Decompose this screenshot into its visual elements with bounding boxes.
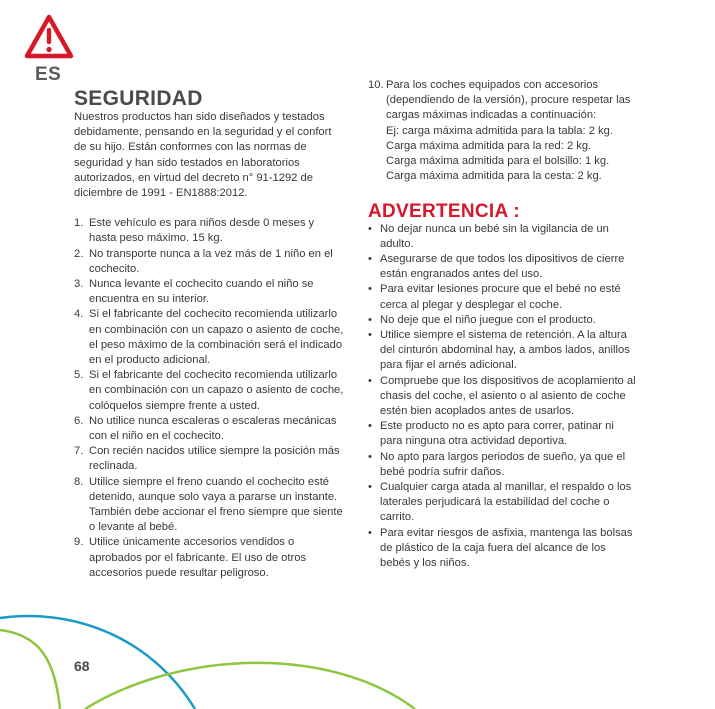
- item-number: 8.: [74, 475, 84, 488]
- item-text: Utilice siempre el freno cuando el cochecito esté detenido, aunque solo vaya a pararse un instante. También debe accionar el freno siempre que siente o levante al bebé.: [89, 475, 343, 534]
- warning-item: [368, 282, 638, 312]
- warning-text: Cualquier carga atada al manillar, el respaldo o los laterales perjudicará la estabilidad del coche o carrito.: [380, 481, 632, 524]
- item-text: Si el fabricante del cochecito recomienda utilizarlo en combinación con un capazo o asiento de coche, colóquelos siempre frente a usted.: [89, 369, 344, 412]
- warning-text: Para evitar riesgos de asfixia, mantenga las bolsas de plástico de la caja fuera del alcance de los bebés y los niños.: [380, 526, 633, 570]
- item-10-line: Para los coches equipados con accesorios (dependiendo de la versión), procure respetar las cargas máximas indicadas a continuación:: [386, 79, 631, 122]
- item-number: 7.: [74, 445, 84, 458]
- item-number: 1.: [74, 217, 84, 230]
- list-item: [74, 368, 344, 414]
- item-number: 4.: [74, 308, 84, 321]
- list-item: [74, 414, 344, 444]
- warning-item: [368, 374, 638, 420]
- page-title: SEGURIDAD: [74, 87, 203, 110]
- bullet-icon: •: [368, 526, 372, 539]
- item-text: No transporte nunca a la vez más de 1 niño en el cochecito.: [89, 247, 333, 275]
- item-number: 2.: [74, 247, 84, 260]
- green-curve-right: [85, 663, 415, 709]
- item-number: 6.: [74, 414, 84, 427]
- green-curve: [0, 630, 60, 709]
- warning-item: [368, 450, 638, 480]
- list-item: [74, 444, 344, 474]
- item-number: 10.: [368, 79, 384, 91]
- item-text: Nunca levante el cochecito cuando el niño se encuentra en su interior.: [89, 278, 314, 306]
- page-number: 68: [74, 658, 90, 674]
- bullet-icon: •: [368, 374, 372, 387]
- item-text: Con recién nacidos utilice siempre la posición más reclinada.: [89, 445, 340, 473]
- warning-item: [368, 313, 638, 328]
- left-column: [74, 110, 344, 581]
- item-10-line: Ej: carga máxima admitida para la tabla: 2 kg.: [386, 124, 613, 137]
- item-10-line: Carga máxima admitida para el bolsillo: 1 kg.: [386, 155, 610, 168]
- language-code: ES: [35, 64, 62, 85]
- item-text: No utilice nunca escaleras o escaleras mecánicas con el niño en el cochecito.: [89, 414, 337, 443]
- warning-text: Utilice siempre el sistema de retención. A la altura del cinturón abdominal hay, a ambos lados, anillos para fijar el arnés adicional.: [380, 329, 630, 372]
- blue-curve: [0, 616, 195, 709]
- warning-text: Compruebe que los dispositivos de acoplamiento al chasis del coche, el asiento o al asiento de coche estén bien acoplados antes de usarlos.: [380, 374, 636, 418]
- bullet-icon: •: [368, 329, 372, 342]
- warning-text: Este producto no es apto para correr, patinar ni para ninguna otra actividad deportiva.: [380, 420, 614, 448]
- warning-heading: ADVERTENCIA :: [368, 201, 521, 223]
- item-text: Utilice únicamente accesorios vendidos o aprobados por el fabricante. El uso de otros accesorios puede resultar peligroso.: [89, 536, 307, 579]
- bullet-icon: •: [368, 283, 372, 296]
- item-number: 5.: [74, 369, 84, 382]
- warning-item: [368, 252, 638, 282]
- bullet-icon: •: [368, 481, 372, 494]
- warning-item: [368, 328, 638, 374]
- warning-item: [368, 222, 638, 252]
- intro-paragraph: Nuestros productos han sido diseñados y testados debidamente, pensando en la seguridad y el confort de su hijo. Están conformes con las normas de seguridad y han sido testados en laboratorios autorizados, en virtud del decreto n° 91-1292 de diciembre de 1991 - EN1888:2012.: [74, 111, 332, 200]
- bullet-icon: •: [368, 450, 372, 463]
- item-number: 9.: [74, 536, 84, 549]
- warning-text: Asegurarse de que todos los dipositivos de cierre están engranados antes del uso.: [380, 253, 625, 281]
- item-10-line: Carga máxima admitida para la cesta: 2 kg.: [386, 170, 602, 183]
- item-text: Si el fabricante del cochecito recomienda utilizarlo en combinación con un capazo o asiento de coche, el peso máximo de la combinación será el indicado en el producto adicional.: [89, 308, 344, 367]
- list-item: [74, 307, 344, 368]
- list-item: [74, 247, 344, 277]
- warning-list: [368, 222, 638, 572]
- decorative-curves: [0, 590, 715, 709]
- right-column: [368, 78, 638, 571]
- item-text: Este vehículo es para niños desde 0 meses y hasta peso máximo. 15 kg.: [89, 217, 315, 245]
- warning-item: [368, 480, 638, 526]
- warning-text: No dejar nunca un bebé sin la vigilancia de un adulto.: [380, 222, 609, 250]
- warning-item: [368, 419, 638, 449]
- list-item: [74, 216, 344, 246]
- list-item: [74, 277, 344, 307]
- list-item: [74, 535, 344, 581]
- warning-text: No deje que el niño juegue con el producto.: [380, 313, 596, 326]
- list-item-10: [368, 78, 638, 184]
- warning-item: [368, 526, 638, 572]
- bullet-icon: •: [368, 313, 372, 326]
- warning-triangle-icon: [24, 14, 74, 60]
- list-item: [74, 475, 344, 536]
- item-number: 3.: [74, 278, 84, 291]
- bullet-icon: •: [368, 253, 372, 266]
- item-10-line: Carga máxima admitida para la red: 2 kg.: [386, 139, 592, 152]
- safety-list: [74, 216, 344, 581]
- warning-text: No apto para largos periodos de sueño, ya que el bebé podría sufrir daños.: [380, 450, 626, 478]
- bullet-icon: •: [368, 222, 372, 235]
- bullet-icon: •: [368, 420, 372, 433]
- warning-text: Para evitar lesiones procure que el bebé no esté cerca al plegar y desplegar el coche.: [380, 283, 621, 311]
